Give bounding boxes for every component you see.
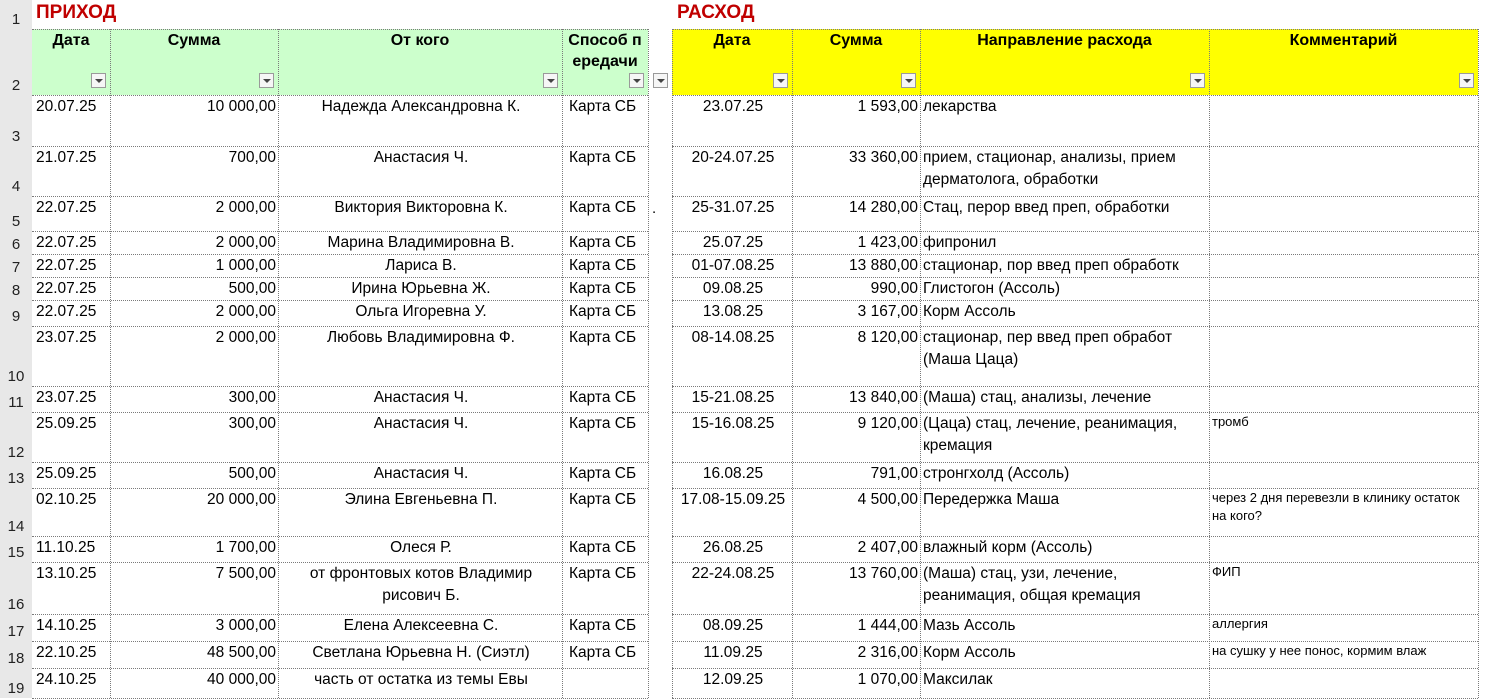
income-sum-cell: 2 000,00 xyxy=(215,199,276,216)
income-method-cell: Карта СБ xyxy=(569,617,637,634)
row-number[interactable] xyxy=(0,386,32,412)
row-number[interactable] xyxy=(0,300,32,326)
expense-sum-cell: 4 500,00 xyxy=(857,491,918,508)
expense-date-cell: 17.08-15.09.25 xyxy=(680,491,786,508)
income-sum-cell: 3 000,00 xyxy=(215,617,276,634)
row-number-label: 6 xyxy=(11,236,21,253)
row-number-label: 8 xyxy=(11,282,21,299)
income-method-cell: Карта СБ xyxy=(569,98,637,115)
income-method-cell: Карта СБ xyxy=(569,465,637,482)
expense-direction-cell: стационар, пор введ преп обработк xyxy=(923,257,1179,274)
income-method-cell: Карта СБ xyxy=(569,329,637,346)
income-method-cell: Карта СБ xyxy=(569,491,637,508)
row-number-label: 12 xyxy=(7,444,25,461)
income-sum-cell: 40 000,00 xyxy=(207,671,276,688)
expense-sum-cell: 9 120,00 xyxy=(857,415,918,432)
row-number[interactable] xyxy=(0,29,32,95)
income-method-cell: Карта СБ xyxy=(569,199,637,216)
expense-direction-cell: (Маша) стац, анализы, лечение xyxy=(923,389,1152,406)
row-number-label: 14 xyxy=(7,518,25,535)
row-number[interactable] xyxy=(0,254,32,277)
expense-comment-cell: через 2 дня перевезли в клинику остаток на кого? xyxy=(1212,490,1460,523)
income-date-cell: 22.07.25 xyxy=(36,257,97,274)
filter-dropdown-button[interactable] xyxy=(653,73,668,88)
income-method-cell: Карта СБ xyxy=(569,280,637,297)
expense-comment-header: Комментарий xyxy=(1289,32,1398,49)
income-date-cell: 22.07.25 xyxy=(36,199,97,216)
expense-direction-cell: прием, стационар, анализы, прием дерматолога, обработки xyxy=(923,149,1176,188)
expense-sum-cell: 1 444,00 xyxy=(857,617,918,634)
row-number[interactable] xyxy=(0,95,32,146)
expense-comment-cell xyxy=(1212,147,1475,196)
income-sum-cell: 300,00 xyxy=(228,389,276,406)
grid-line xyxy=(792,29,793,698)
income-sum-cell: 2 000,00 xyxy=(215,234,276,251)
filter-dropdown-button[interactable] xyxy=(1459,73,1474,88)
income-from-cell: Надежда Александровна К. xyxy=(321,98,521,115)
expense-date-cell: 15-21.08.25 xyxy=(691,389,775,406)
filter-dropdown-button[interactable] xyxy=(773,73,788,88)
filter-dropdown-button[interactable] xyxy=(1190,73,1205,88)
row-number[interactable] xyxy=(0,562,32,614)
income-sum-cell: 300,00 xyxy=(228,415,276,432)
row-number[interactable] xyxy=(0,614,32,641)
expense-sum-cell: 13 760,00 xyxy=(849,565,918,582)
income-method-cell: Карта СБ xyxy=(569,149,637,166)
row-number[interactable] xyxy=(0,488,32,536)
income-sum-cell: 7 500,00 xyxy=(215,565,276,582)
expense-direction-header: Направление расхода xyxy=(977,32,1152,49)
expense-date-cell: 01-07.08.25 xyxy=(691,257,775,274)
income-sum-cell: 48 500,00 xyxy=(207,644,276,661)
expense-direction-cell: Передержка Маша xyxy=(923,491,1060,508)
row-number[interactable] xyxy=(0,231,32,254)
row-number-label: 15 xyxy=(7,544,25,561)
income-sum-cell: 1 000,00 xyxy=(215,257,276,274)
grid-line xyxy=(278,29,279,698)
income-method-cell: Карта СБ xyxy=(569,565,637,582)
income-date-header: Дата xyxy=(52,32,90,49)
expense-sum-cell: 1 423,00 xyxy=(857,234,918,251)
income-from-cell: Ирина Юрьевна Ж. xyxy=(351,280,491,297)
expense-direction-cell: Мазь Ассоль xyxy=(923,617,1016,634)
expense-title: РАСХОД xyxy=(677,2,755,23)
income-from-cell: Анастасия Ч. xyxy=(373,389,469,406)
expense-sum-cell: 13 880,00 xyxy=(849,257,918,274)
expense-date-cell: 16.08.25 xyxy=(702,465,764,482)
expense-sum-header: Сумма xyxy=(829,32,883,49)
expense-direction-cell: Максилак xyxy=(923,671,993,688)
income-date-cell: 21.07.25 xyxy=(36,149,97,166)
income-date-cell: 23.07.25 xyxy=(36,389,97,406)
expense-comment-cell: ФИП xyxy=(1212,564,1241,579)
expense-date-cell: 09.08.25 xyxy=(702,280,764,297)
income-method-cell: Карта СБ xyxy=(569,389,637,406)
income-date-cell: 23.07.25 xyxy=(36,329,97,346)
row-number-label: 1 xyxy=(11,11,21,28)
grid-line xyxy=(672,29,673,698)
row-number-label: 13 xyxy=(7,470,25,487)
income-date-cell: 25.09.25 xyxy=(36,415,97,432)
income-from-cell: Любовь Владимировна Ф. xyxy=(327,329,515,346)
row-number-label: 11 xyxy=(8,394,24,411)
row-number[interactable] xyxy=(0,326,32,386)
expense-comment-cell: тромб xyxy=(1212,414,1249,429)
grid-line xyxy=(1209,29,1210,698)
income-sum-cell: 2 000,00 xyxy=(215,329,276,346)
row-number-label: 19 xyxy=(7,680,25,697)
expense-sum-cell: 14 280,00 xyxy=(849,199,918,216)
row-number[interactable] xyxy=(0,277,32,300)
income-date-cell: 22.10.25 xyxy=(36,644,97,661)
row-number[interactable] xyxy=(0,641,32,668)
income-date-cell: 11.10.25 xyxy=(36,539,96,556)
row-number-label: 4 xyxy=(11,178,21,195)
income-date-cell: 22.07.25 xyxy=(36,234,97,251)
row-number-label: 2 xyxy=(11,77,21,94)
filter-dropdown-button[interactable] xyxy=(543,73,558,88)
row-number-label: 5 xyxy=(11,213,21,230)
expense-comment-cell xyxy=(1212,96,1475,146)
expense-direction-cell: (Цаца) стац, лечение, реанимация, кремация xyxy=(923,415,1178,454)
income-from-cell: Елена Алексеевна С. xyxy=(343,617,499,634)
expense-comment-cell xyxy=(1212,301,1475,326)
expense-date-cell: 13.08.25 xyxy=(702,303,764,320)
expense-comment-cell xyxy=(1212,255,1475,277)
income-sum-cell: 500,00 xyxy=(228,465,276,482)
income-date-cell: 24.10.25 xyxy=(36,671,97,688)
expense-comment-cell xyxy=(1212,327,1475,386)
expense-date-cell: 08-14.08.25 xyxy=(691,329,775,346)
income-method-cell: Карта СБ xyxy=(569,303,637,320)
income-method-cell: Карта СБ xyxy=(569,644,637,661)
income-from-cell: от фронтовых котов Владимир рисович Б. xyxy=(309,565,533,604)
row-number[interactable] xyxy=(0,462,32,488)
expense-date-cell: 20-24.07.25 xyxy=(691,149,775,166)
expense-direction-cell: влажный корм (Ассоль) xyxy=(923,539,1093,556)
income-date-cell: 22.07.25 xyxy=(36,280,97,297)
expense-sum-cell: 1 593,00 xyxy=(857,98,918,115)
expense-date-cell: 26.08.25 xyxy=(702,539,764,556)
income-date-cell: 02.10.25 xyxy=(36,491,97,508)
expense-date-cell: 23.07.25 xyxy=(702,98,764,115)
grid-line xyxy=(110,29,111,698)
filter-dropdown-button[interactable] xyxy=(629,73,644,88)
expense-sum-cell: 791,00 xyxy=(870,465,918,482)
income-date-cell: 14.10.25 xyxy=(36,617,97,634)
expense-sum-cell: 2 407,00 xyxy=(857,539,918,556)
income-from-cell: Лариса В. xyxy=(385,257,457,274)
expense-direction-cell: Стац, перор введ преп, обработки xyxy=(923,199,1170,216)
expense-direction-cell: стационар, пер введ преп обработ (Маша Цаца) xyxy=(923,329,1173,368)
expense-date-cell: 25.07.25 xyxy=(702,234,764,251)
row-number[interactable] xyxy=(0,196,32,231)
expense-sum-cell: 3 167,00 xyxy=(857,303,918,320)
income-sum-cell: 20 000,00 xyxy=(207,491,276,508)
expense-date-cell: 22-24.08.25 xyxy=(691,565,775,582)
expense-direction-cell: Глистогон (Ассоль) xyxy=(923,280,1061,297)
expense-direction-cell: стронгхолд (Ассоль) xyxy=(923,465,1070,482)
expense-sum-cell: 990,00 xyxy=(870,280,918,297)
income-method-cell: Карта СБ xyxy=(569,234,637,251)
row-number[interactable] xyxy=(0,536,32,562)
expense-comment-cell xyxy=(1212,463,1475,488)
income-date-cell: 13.10.25 xyxy=(36,565,97,582)
row-number-label: 9 xyxy=(11,308,21,325)
stray-mark: . xyxy=(652,200,657,217)
income-method-cell: Карта СБ xyxy=(569,257,637,274)
expense-comment-cell xyxy=(1212,669,1475,698)
income-sum-cell: 500,00 xyxy=(228,280,276,297)
expense-direction-cell: лекарства xyxy=(923,98,997,115)
income-method-cell: Карта СБ xyxy=(569,415,637,432)
income-from-cell: Ольга Игоревна У. xyxy=(355,303,487,320)
expense-sum-cell: 1 070,00 xyxy=(857,671,918,688)
expense-comment-cell xyxy=(1212,537,1475,562)
income-from-cell: Марина Владимировна В. xyxy=(327,234,515,251)
expense-date-cell: 12.09.25 xyxy=(702,671,764,688)
filter-dropdown-button[interactable] xyxy=(91,73,106,88)
income-sum-cell: 10 000,00 xyxy=(207,98,276,115)
row-number-label: 3 xyxy=(11,128,21,145)
expense-comment-cell: на сушку у нее понос, кормим влаж xyxy=(1212,643,1427,658)
income-date-cell: 25.09.25 xyxy=(36,465,97,482)
expense-comment-cell: аллергия xyxy=(1212,616,1268,631)
income-from-cell: Олеся Р. xyxy=(390,539,452,556)
income-date-cell: 22.07.25 xyxy=(36,303,97,320)
filter-dropdown-button[interactable] xyxy=(259,73,274,88)
expense-date-cell: 25-31.07.25 xyxy=(691,199,775,216)
grid-line xyxy=(562,29,563,698)
row-number-label: 7 xyxy=(11,259,21,276)
row-number-label: 16 xyxy=(7,596,25,613)
grid-line xyxy=(1478,29,1479,698)
row-number[interactable] xyxy=(0,412,32,462)
expense-sum-cell: 8 120,00 xyxy=(857,329,918,346)
income-sum-cell: 2 000,00 xyxy=(215,303,276,320)
income-from-cell: Анастасия Ч. xyxy=(373,415,469,432)
expense-direction-cell: Корм Ассоль xyxy=(923,303,1016,320)
income-from-header: От кого xyxy=(390,32,450,49)
expense-sum-cell: 2 316,00 xyxy=(857,644,918,661)
income-sum-cell: 700,00 xyxy=(228,149,276,166)
income-sum-header: Сумма xyxy=(167,32,221,49)
income-from-cell: Виктория Викторовна К. xyxy=(334,199,508,216)
income-from-cell: Анастасия Ч. xyxy=(373,149,469,166)
expense-direction-cell: фипронил xyxy=(923,234,997,251)
row-number-label: 10 xyxy=(7,368,25,385)
expense-comment-cell xyxy=(1212,278,1475,300)
income-from-cell: Светлана Юрьевна Н. (Сиэтл) xyxy=(312,644,530,661)
expense-sum-cell: 13 840,00 xyxy=(849,389,918,406)
expense-direction-cell: Корм Ассоль xyxy=(923,644,1016,661)
expense-date-cell: 08.09.25 xyxy=(702,617,764,634)
income-from-cell: Элина Евгеньевна П. xyxy=(344,491,498,508)
income-method-cell xyxy=(569,669,649,698)
expense-comment-cell xyxy=(1212,232,1475,254)
income-from-cell: Анастасия Ч. xyxy=(373,465,469,482)
expense-date-header: Дата xyxy=(713,32,751,49)
expense-direction-cell: (Маша) стац, узи, лечение, реанимация, общая кремация xyxy=(923,565,1141,604)
spreadsheet-grid xyxy=(32,0,1486,698)
expense-date-cell: 11.09.25 xyxy=(703,644,763,661)
row-number-label: 17 xyxy=(7,623,25,640)
filter-dropdown-button[interactable] xyxy=(901,73,916,88)
row-number[interactable] xyxy=(0,668,32,698)
income-method-cell: Карта СБ xyxy=(569,539,637,556)
expense-date-cell: 15-16.08.25 xyxy=(691,415,775,432)
income-date-cell: 20.07.25 xyxy=(36,98,97,115)
row-number[interactable] xyxy=(0,0,32,29)
expense-sum-cell: 33 360,00 xyxy=(849,149,918,166)
income-method-header: Способ передачи xyxy=(568,32,642,70)
expense-comment-cell xyxy=(1212,387,1475,412)
row-number-label: 18 xyxy=(7,650,25,667)
grid-line xyxy=(920,29,921,698)
income-title: ПРИХОД xyxy=(36,2,117,23)
row-number[interactable] xyxy=(0,146,32,196)
expense-comment-cell xyxy=(1212,197,1475,231)
income-from-cell: часть от остатка из темы Евы xyxy=(314,671,528,688)
income-sum-cell: 1 700,00 xyxy=(215,539,276,556)
